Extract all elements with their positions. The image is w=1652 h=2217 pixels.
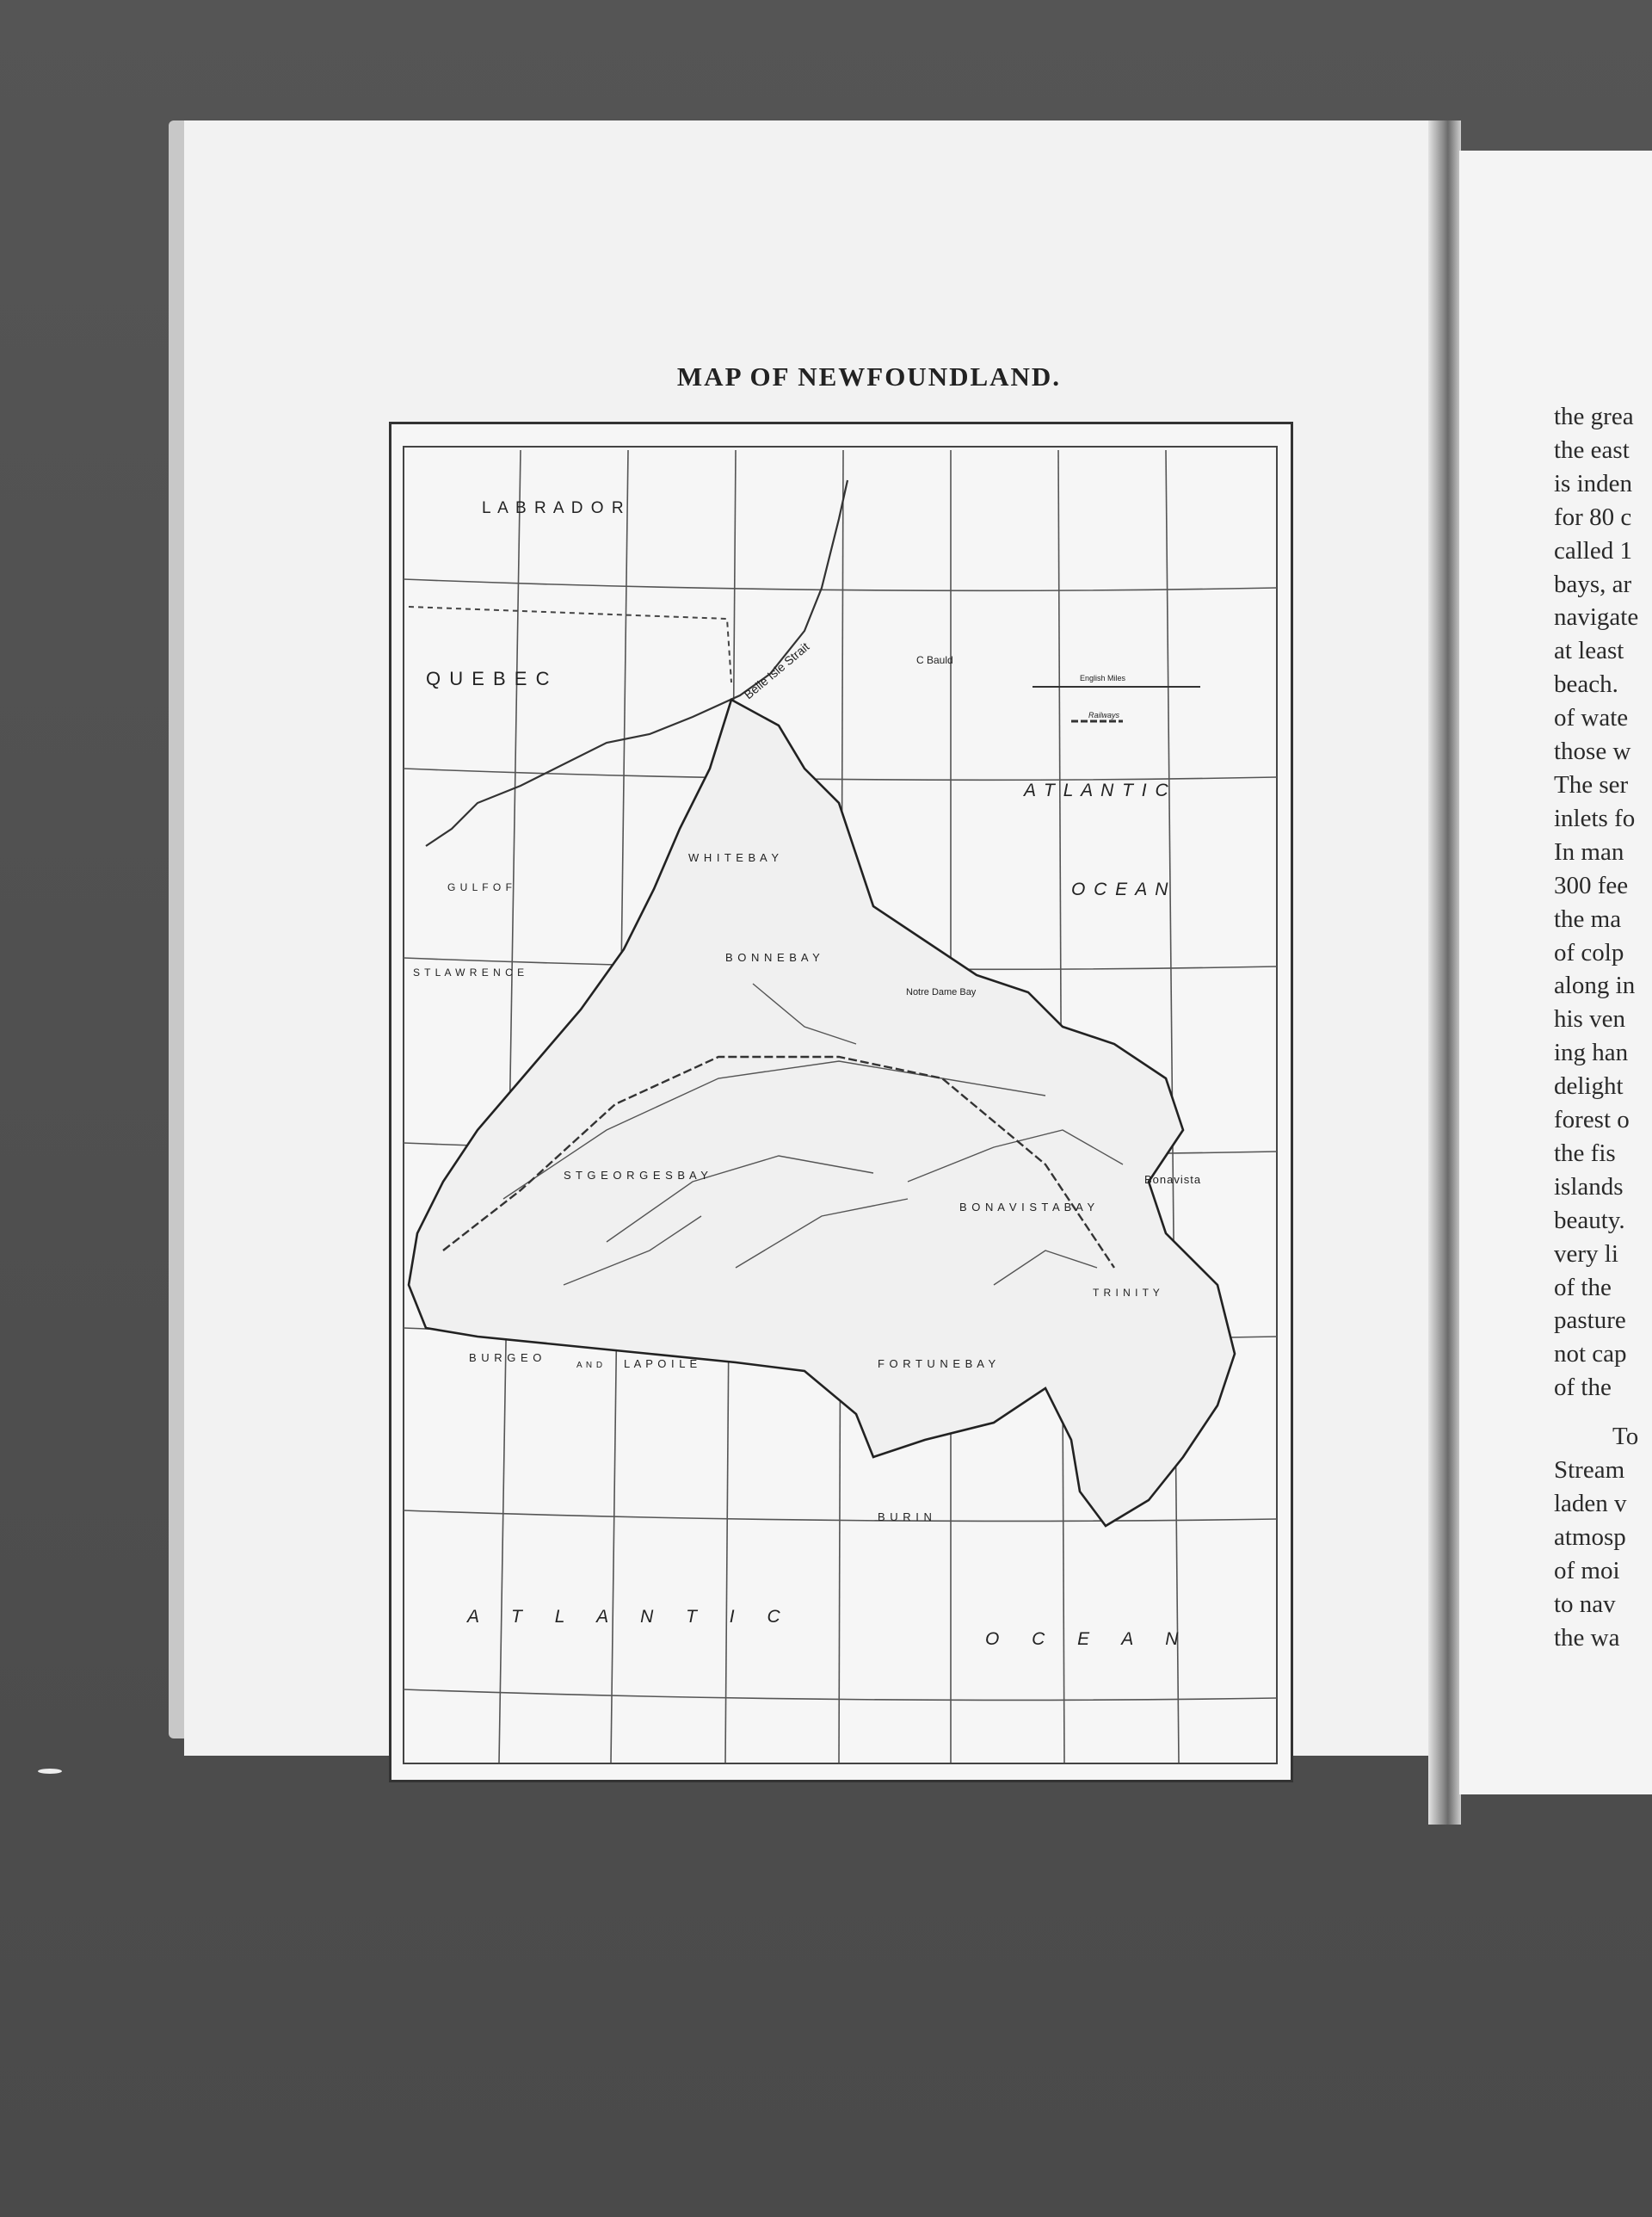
text-line: his ven [1554,1005,1625,1034]
text-line: of wate [1554,704,1629,732]
text-line: 300 fee [1554,871,1629,899]
label-railways: Railways [1088,711,1120,719]
text-line: bays, ar [1554,570,1632,598]
label-la-poile: L A P O I L E [624,1357,699,1370]
text-line: those w [1554,738,1631,766]
label-bonavista: Bonavista [1144,1173,1202,1186]
label-bonavista-bay: B O N A V I S T A B A Y [959,1201,1096,1213]
label-trinity: T R I N I T Y [1093,1287,1161,1299]
text-line: the grea [1554,403,1634,430]
label-english-miles: English Miles [1080,674,1126,682]
text-line: Stream [1554,1456,1625,1485]
label-bonne-bay: B O N N E B A Y [725,951,821,964]
text-line: not cap [1554,1340,1627,1368]
text-line: the ma [1554,905,1622,933]
map-figure [389,422,1293,1782]
label-burin: B U R I N [878,1510,933,1523]
text-line: beauty. [1554,1206,1625,1234]
label-fortune-bay: F O R T U N E B A Y [878,1357,997,1370]
book-gutter [1428,120,1461,1825]
map-newfoundland-outline [409,700,1235,1526]
right-page [1459,151,1652,1794]
text-line: pasture [1554,1306,1626,1335]
text-line: inlets fo [1554,804,1636,832]
text-line: islands [1554,1172,1624,1201]
label-atlantic-ne: A T L A N T I C [1024,781,1170,800]
text-line: the wa [1554,1623,1620,1652]
text-line: is inden [1554,469,1633,497]
text-line: delight [1554,1072,1624,1101]
text-line: The ser [1554,770,1629,799]
text-line: very li [1554,1239,1618,1268]
label-quebec: Q U E B E C [426,668,552,689]
text-line: at least [1554,637,1624,665]
label-belle-isle: Belle Isle Strait [741,639,812,702]
text-line: for 80 c [1554,503,1632,531]
text-line: ing han [1554,1039,1629,1067]
text-line: To [1612,1423,1639,1451]
text-line: beach. [1554,670,1618,699]
right-page-text [1554,400,1652,1655]
text-line: along in [1554,972,1636,1000]
label-st-georges-bay: S T G E O R G E S B A Y [564,1169,709,1182]
text-line: of colp [1554,938,1624,966]
label-labrador: L A B R A D O R [482,499,626,517]
label-st-lawrence: S T L A W R E N C E [413,966,526,979]
label-notre-dame-bay: Notre Dame Bay [906,987,977,997]
label-burgeo: B U R G E O [469,1351,543,1364]
text-line: the east [1554,435,1630,464]
scan-speck [38,1769,62,1774]
label-atlantic-s: A T L A N T I C [467,1607,794,1627]
text-line: laden v [1554,1490,1627,1517]
text-line: In man [1554,837,1624,866]
map-svg [391,424,1291,1780]
label-white-bay: W H I T E B A Y [688,851,780,864]
text-line: of the [1554,1374,1612,1402]
text-line: to nav [1554,1590,1616,1618]
label-gulf-of: G U L F O F [447,881,513,893]
label-ocean-s: O C E A N [985,1629,1193,1649]
label-c-bauld: C Bauld [916,654,953,666]
label-ocean-ne: O C E A N [1071,880,1170,899]
text-line: navigate [1554,603,1639,632]
label-and: A N D [576,1361,604,1370]
text-line: atmosp [1554,1522,1626,1551]
text-line: forest o [1554,1106,1630,1134]
text-line: the fis [1554,1139,1616,1167]
map-title: MAP OF NEWFOUNDLAND. [676,361,1062,392]
text-line: called 1 [1554,536,1632,565]
text-line: of moi [1554,1556,1620,1584]
text-line: of the [1554,1273,1612,1301]
